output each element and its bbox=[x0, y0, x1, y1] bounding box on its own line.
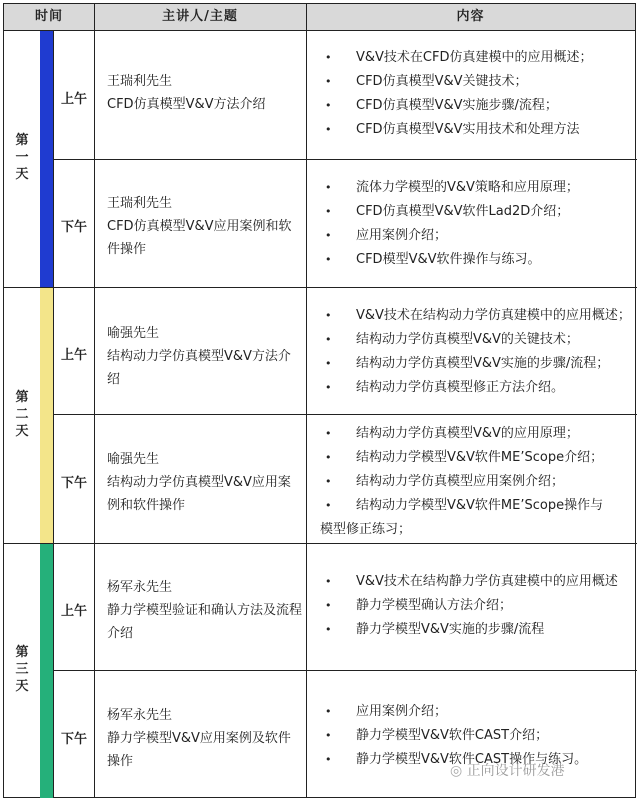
list-item: • 应用案例介绍； bbox=[325, 228, 448, 243]
divider bbox=[4, 287, 637, 288]
list-item: • CFD仿真模型V&V实施步骤/流程； bbox=[325, 98, 558, 113]
speaker-name: 王瑞利先生 bbox=[107, 74, 173, 89]
list-item: • 静力学模型确认方法介绍； bbox=[325, 598, 513, 613]
day3-am-topic bbox=[107, 576, 303, 645]
day3-pm-period: 下午 bbox=[60, 732, 87, 747]
list-item: • 结构动力学仿真模型应用案例介绍； bbox=[325, 474, 565, 489]
list-item: • CFD仿真模型V&V关键技术； bbox=[325, 74, 528, 89]
header-speaker-topic: 主讲人/主题 bbox=[162, 9, 238, 24]
session-title: CFD仿真模型V&V应用案例和软件操作 bbox=[107, 219, 292, 257]
day1-am-topic bbox=[107, 70, 303, 116]
divider bbox=[94, 4, 95, 797]
day1-label: 第一天 bbox=[15, 133, 29, 182]
day1-am-items bbox=[320, 46, 636, 142]
day1-color-bar bbox=[40, 31, 53, 287]
day3-am-period: 上午 bbox=[60, 604, 87, 619]
day1-pm-period: 下午 bbox=[60, 220, 87, 235]
header-time: 时间 bbox=[34, 9, 63, 24]
speaker-name: 杨军永先生 bbox=[107, 580, 173, 595]
list-item: • V&V技术在CFD仿真建模中的应用概述； bbox=[325, 50, 593, 65]
list-item: • 静力学模型V&V实施的步骤/流程 bbox=[325, 622, 545, 637]
table-header bbox=[4, 4, 635, 31]
day1-am-period: 上午 bbox=[60, 92, 87, 107]
list-item: • 应用案例介绍； bbox=[325, 704, 448, 719]
day1-pm-topic bbox=[107, 192, 303, 261]
day1-pm-items bbox=[320, 176, 636, 272]
list-item: • 结构动力学模型V&V软件ME’Scope介绍； bbox=[325, 450, 604, 465]
day2-pm-items bbox=[320, 422, 636, 542]
day3-pm-topic bbox=[107, 704, 303, 773]
speaker-name: 喻强先生 bbox=[107, 326, 160, 341]
session-title: 静力学模型验证和确认方法及流程介绍 bbox=[107, 603, 303, 641]
list-item: • 静力学模型V&V软件CAST操作与练习。 bbox=[325, 752, 588, 767]
speaker-name: 杨军永先生 bbox=[107, 708, 173, 723]
day2-pm-topic bbox=[107, 448, 303, 517]
wechat-icon: ◎ bbox=[450, 763, 463, 779]
list-item-continuation: 模型修正练习； bbox=[320, 522, 412, 537]
list-item: • 结构动力学仿真模型V&V的应用原理； bbox=[325, 426, 579, 441]
session-title: 结构动力学仿真模型V&V应用案例和软件操作 bbox=[107, 475, 291, 513]
day2-am-period: 上午 bbox=[60, 348, 87, 363]
speaker-name: 王瑞利先生 bbox=[107, 196, 173, 211]
day2-am-items bbox=[320, 304, 636, 400]
list-item: • 结构动力学模型V&V软件ME’Scope操作与 bbox=[325, 498, 604, 513]
schedule-table bbox=[3, 3, 636, 798]
day3-am-items bbox=[320, 570, 636, 642]
divider bbox=[53, 670, 637, 671]
divider bbox=[53, 159, 637, 160]
list-item: • 结构动力学仿真模型V&V的关键技术； bbox=[325, 332, 579, 347]
day3-color-bar bbox=[40, 544, 53, 798]
list-item: • 静力学模型V&V软件CAST介绍； bbox=[325, 728, 549, 743]
divider bbox=[306, 4, 307, 797]
day2-pm-period: 下午 bbox=[60, 476, 87, 491]
list-item: • 结构动力学仿真模型V&V实施的步骤/流程； bbox=[325, 356, 610, 371]
header-content: 内容 bbox=[456, 9, 485, 24]
divider bbox=[53, 414, 637, 415]
day2-am-topic bbox=[107, 322, 303, 391]
watermark-text: 正向设计研发港 bbox=[466, 763, 565, 779]
list-item: • V&V技术在结构静力学仿真建模中的应用概述 bbox=[325, 574, 618, 589]
session-title: 静力学模型V&V应用案例及软件操作 bbox=[107, 731, 291, 769]
list-item: • CFD仿真模型V&V实用技术和处理方法 bbox=[325, 122, 580, 137]
divider bbox=[4, 543, 637, 544]
day2-label: 第二天 bbox=[15, 390, 29, 439]
list-item: • 结构动力学仿真模型修正方法介绍。 bbox=[325, 380, 565, 395]
session-title: CFD仿真模型V&V方法介绍 bbox=[107, 97, 266, 112]
session-title: 结构动力学仿真模型V&V方法介绍 bbox=[107, 349, 291, 387]
day2-color-bar bbox=[40, 288, 53, 543]
list-item: • CFD仿真模型V&V软件Lad2D介绍； bbox=[325, 204, 570, 219]
list-item: • V&V技术在结构动力学仿真建模中的应用概述； bbox=[325, 308, 631, 323]
list-item: • CFD模型V&V软件操作与练习。 bbox=[325, 252, 541, 267]
day3-label: 第三天 bbox=[15, 645, 29, 694]
list-item: • 流体力学模型的V&V策略和应用原理； bbox=[325, 180, 579, 195]
speaker-name: 喻强先生 bbox=[107, 452, 160, 467]
watermark bbox=[450, 760, 565, 780]
